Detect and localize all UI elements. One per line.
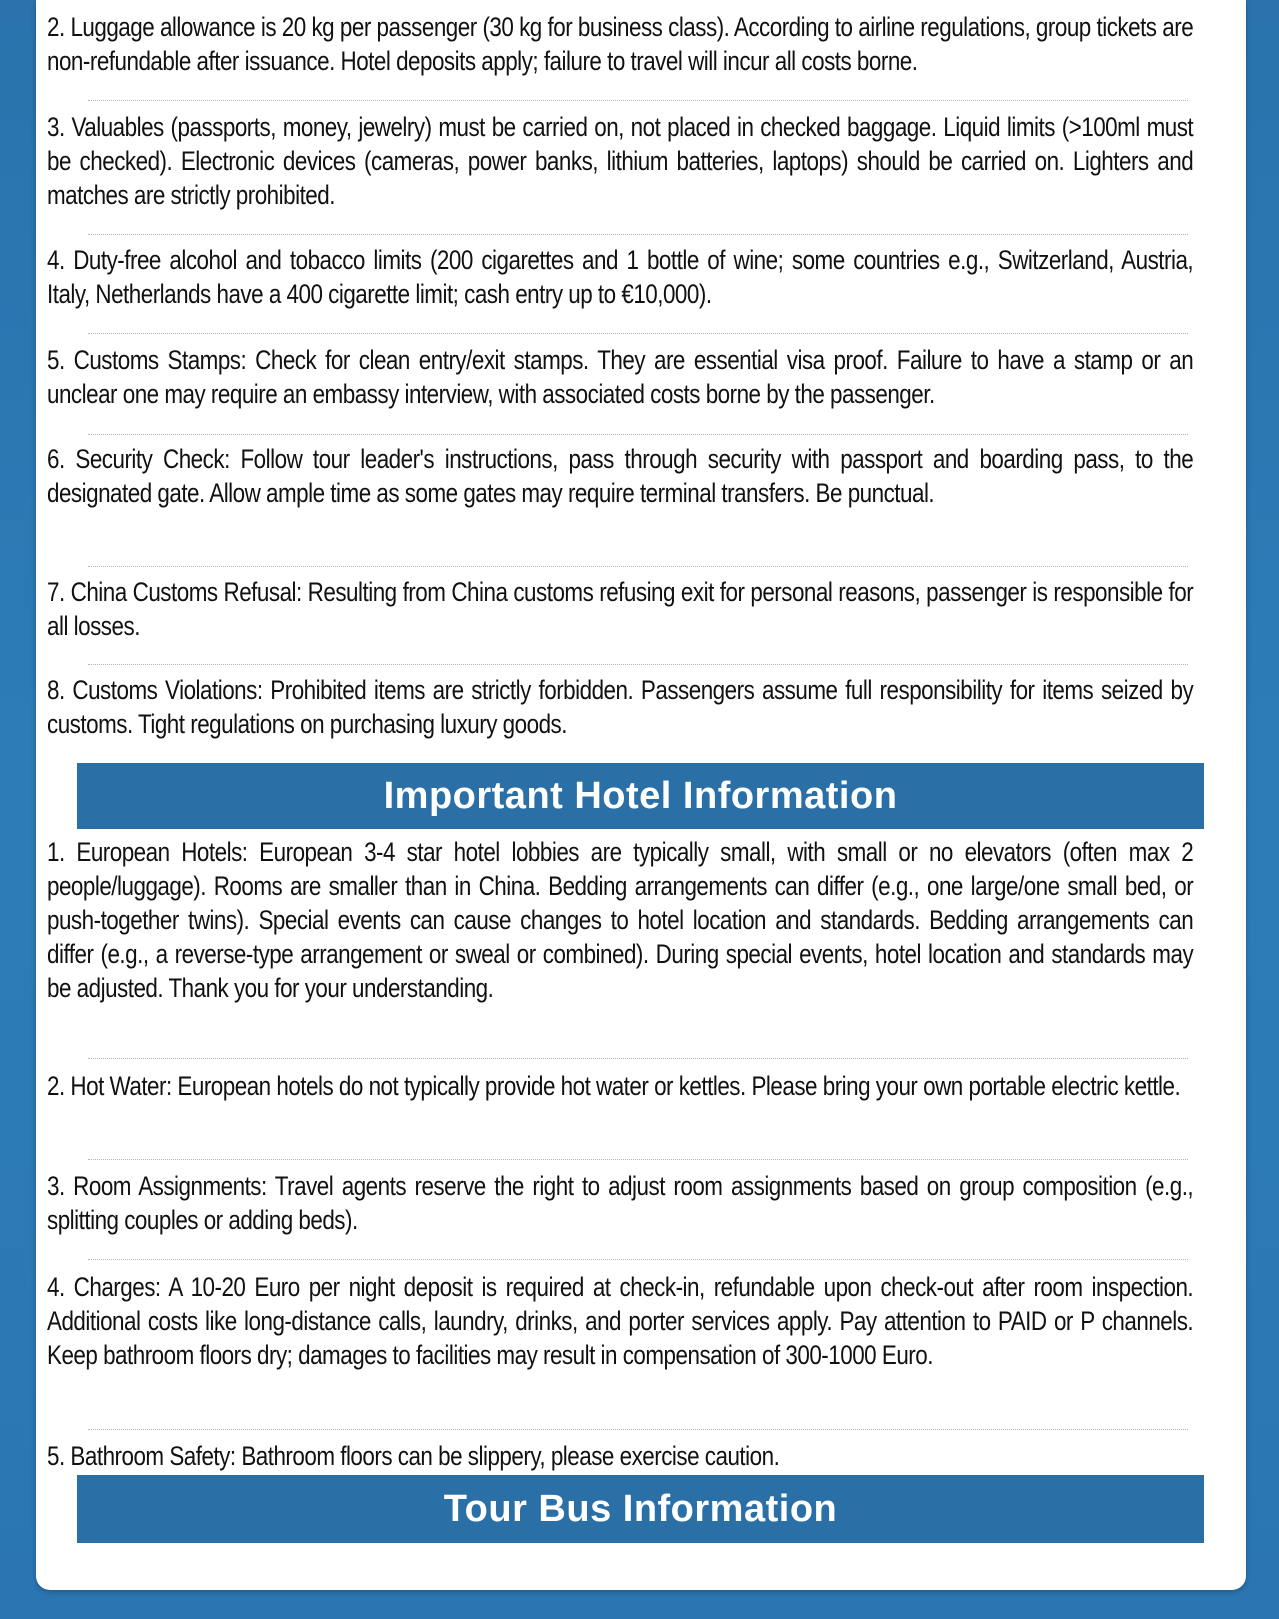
divider [88,234,1188,235]
divider [88,1429,1188,1430]
note-customs-violations: 8. Customs Violations: Prohibited items are strictly forbidden. Passengers assume full responsibility for items seized by customs. Tight regulations on purchasing luxury goods. [47,675,1194,739]
note-duty-free-limits: 4. Duty-free alcohol and tobacco limits (200 cigarettes and 1 bottle of wine; some countries e.g., Switzerland, Austria, Italy, Netherlands have a 400 cigarette limit; cash entry up to €10,000). [47,245,1194,309]
section-heading-hotel: Important Hotel Information [77,763,1204,829]
hotel-note-room-assignments: 3. Room Assignments: Travel agents reserve the right to adjust room assignments based on group composition (e.g., splitting couples or adding beds). [47,1171,1194,1235]
divider [88,1159,1188,1160]
note-security-check: 6. Security Check: Follow tour leader's instructions, pass through security with passport and boarding pass, to the designated gate. Allow ample time as some gates may require terminal transfers. Be punctual. [47,444,1194,508]
hotel-note-bathroom-safety: 5. Bathroom Safety: Bathroom floors can be slippery, please exercise caution. [47,1441,780,1471]
divider [88,100,1188,101]
divider [88,1058,1188,1059]
note-valuables: 3. Valuables (passports, money, jewelry) must be carried on, not placed in checked baggage. Liquid limits (>100ml must be checked). Electronic devices (cameras, power banks, lithium batteries, laptops) should be carried on. Lighters and matches are strictly prohibited. [47,112,1194,210]
note-luggage-allowance: 2. Luggage allowance is 20 kg per passenger (30 kg for business class). According to airline regulations, group tickets are non-refundable after issuance. Hotel deposits apply; failure to travel will incur all costs borne. [47,12,1194,76]
divider [88,1259,1188,1260]
hotel-note-european-hotels: 1. European Hotels: European 3-4 star hotel lobbies are typically small, with small or no elevators (often max 2 people/luggage). Rooms are smaller than in China. Bedding arrangements can differ (e.g., one large/one small bed, or push-together twins). Special events can cause changes to hotel location and standards. Bedding arrangements can differ (e.g., a reverse-type arrangement or sweal or combined). During special events, hotel location and standards may be adjusted. Thank you for your understanding. [47,837,1194,1003]
note-customs-stamps: 5. Customs Stamps: Check for clean entry/exit stamps. They are essential visa proof. Failure to have a stamp or an unclear one may require an embassy interview, with associated costs borne by the passenger. [47,345,1194,409]
divider [88,333,1188,334]
divider [88,566,1188,567]
divider [88,664,1188,665]
divider [88,434,1188,435]
note-china-customs-refusal: 7. China Customs Refusal: Resulting from China customs refusing exit for personal reasons, passenger is responsible for all losses. [47,577,1194,641]
hotel-note-hot-water: 2. Hot Water: European hotels do not typically provide hot water or kettles. Please bring your own portable electric kettle. [47,1071,1181,1101]
hotel-note-charges: 4. Charges: A 10-20 Euro per night deposit is required at check-in, refundable upon check-out after room inspection. Additional costs like long-distance calls, laundry, drinks, and porter services apply. Pay attention to PAID or P channels. Keep bathroom floors dry; damages to facilities may result in compensation of 300-1000 Euro. [47,1272,1194,1370]
section-heading-tour-bus: Tour Bus Information [77,1475,1204,1543]
